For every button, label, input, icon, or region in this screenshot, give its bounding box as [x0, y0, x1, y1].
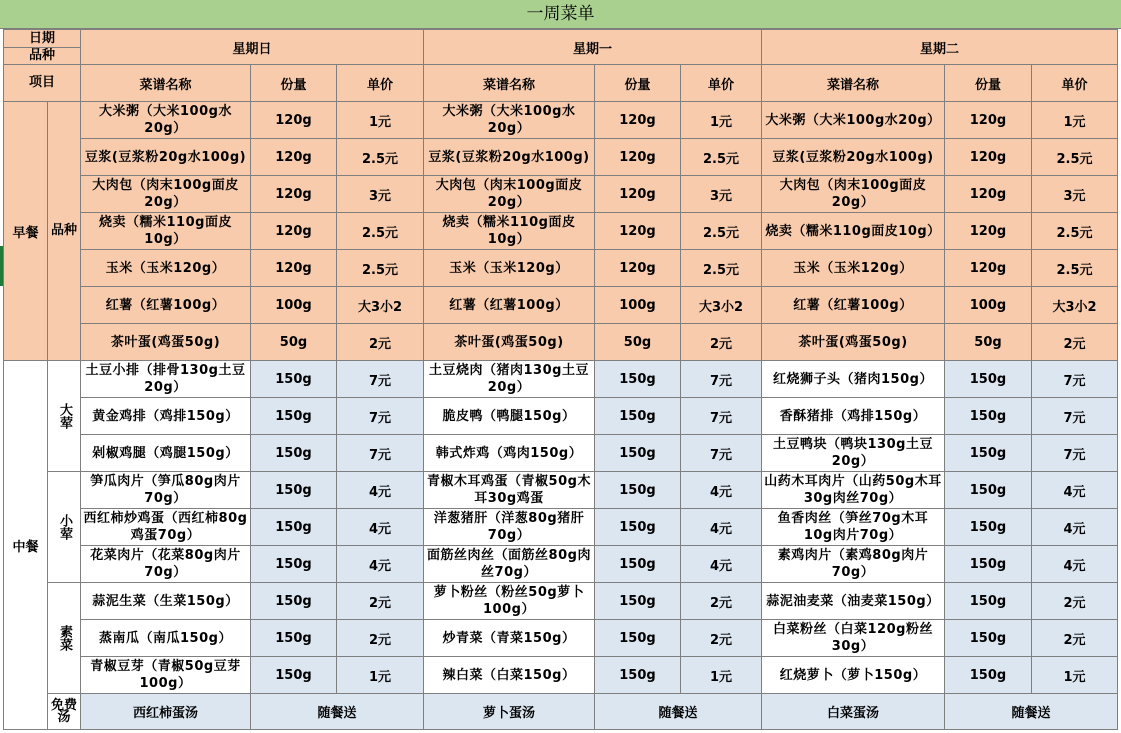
price: 2元	[681, 620, 762, 657]
day-header: 星期日	[81, 30, 424, 65]
portion: 150g	[595, 657, 681, 694]
table-row	[4, 546, 1118, 583]
dish-name-header: 菜谱名称	[424, 65, 595, 102]
day-header: 星期一	[424, 30, 762, 65]
portion: 150g	[945, 657, 1032, 694]
price: 7元	[681, 361, 762, 398]
price: 4元	[1032, 472, 1118, 509]
price: 2.5元	[337, 139, 424, 176]
dish-name: 烧卖（糯米110g面皮10g）	[762, 213, 945, 250]
dish-name: 玉米（玉米120g）	[762, 250, 945, 287]
portion: 50g	[945, 324, 1032, 361]
portion: 150g	[251, 435, 337, 472]
table-row	[4, 509, 1118, 546]
portion: 120g	[251, 213, 337, 250]
price-header: 单价	[337, 65, 424, 102]
price: 2.5元	[1032, 213, 1118, 250]
dish-name: 红薯（红薯100g）	[424, 287, 595, 324]
portion: 150g	[595, 546, 681, 583]
portion-header: 份量	[251, 65, 337, 102]
dish-name: 红薯（红薯100g）	[762, 287, 945, 324]
portion: 150g	[251, 472, 337, 509]
table-row	[4, 287, 1118, 324]
price: 1元	[681, 102, 762, 139]
dish-name: 香酥猪排（鸡排150g）	[762, 398, 945, 435]
dish-name: 洋葱猪肝（洋葱80g猪肝70g）	[424, 509, 595, 546]
price: 4元	[1032, 509, 1118, 546]
lunch-group-label: 小荤	[48, 472, 81, 583]
portion: 150g	[945, 509, 1032, 546]
table-row	[4, 583, 1118, 620]
dish-name: 黄金鸡排（鸡排150g）	[81, 398, 251, 435]
price: 7元	[337, 398, 424, 435]
price: 7元	[337, 361, 424, 398]
table-row	[4, 139, 1118, 176]
table-row	[4, 213, 1118, 250]
portion: 150g	[595, 398, 681, 435]
table-row	[4, 30, 1118, 48]
price: 4元	[337, 472, 424, 509]
dish-name: 韩式炸鸡（鸡肉150g）	[424, 435, 595, 472]
soup-name: 西红柿蛋汤	[81, 694, 251, 730]
dish-name: 大米粥（大米100g水20g）	[81, 102, 251, 139]
price: 2.5元	[681, 139, 762, 176]
price: 2.5元	[337, 250, 424, 287]
corner-item-label: 项目	[4, 65, 81, 102]
portion: 150g	[595, 583, 681, 620]
portion: 150g	[251, 361, 337, 398]
portion: 120g	[251, 176, 337, 213]
price: 大3小2	[681, 287, 762, 324]
portion: 120g	[595, 250, 681, 287]
portion-header: 份量	[595, 65, 681, 102]
price: 2元	[1032, 324, 1118, 361]
dish-name: 青椒木耳鸡蛋（青椒50g木耳30g鸡蛋	[424, 472, 595, 509]
portion: 150g	[595, 620, 681, 657]
price: 1元	[337, 657, 424, 694]
table-row	[4, 250, 1118, 287]
portion: 150g	[251, 509, 337, 546]
dish-name: 辣白菜（白菜150g）	[424, 657, 595, 694]
dish-name: 大肉包（肉末100g面皮20g）	[81, 176, 251, 213]
dish-name: 大米粥（大米100g水20g）	[762, 102, 945, 139]
price: 4元	[337, 546, 424, 583]
portion: 150g	[595, 361, 681, 398]
price-header: 单价	[681, 65, 762, 102]
dish-name-header: 菜谱名称	[762, 65, 945, 102]
breakfast-label: 早餐	[4, 102, 48, 361]
dish-name: 面筋丝肉丝（面筋丝80g肉丝70g）	[424, 546, 595, 583]
dish-name: 萝卜粉丝（粉丝50g萝卜100g）	[424, 583, 595, 620]
portion: 150g	[945, 398, 1032, 435]
price: 7元	[681, 435, 762, 472]
portion: 120g	[595, 102, 681, 139]
price: 2.5元	[1032, 139, 1118, 176]
price: 2元	[337, 620, 424, 657]
dish-name: 豆浆(豆浆粉20g水100g)	[762, 139, 945, 176]
portion: 150g	[251, 620, 337, 657]
soup-note: 随餐送	[595, 694, 762, 730]
price: 大3小2	[337, 287, 424, 324]
price: 1元	[1032, 657, 1118, 694]
soup-note: 随餐送	[251, 694, 424, 730]
dish-name: 玉米（玉米120g）	[81, 250, 251, 287]
price: 2元	[681, 583, 762, 620]
price: 4元	[681, 472, 762, 509]
dish-name: 土豆小排（排骨130g土豆20g）	[81, 361, 251, 398]
dish-name: 炒青菜（青菜150g）	[424, 620, 595, 657]
dish-name: 鱼香肉丝（笋丝70g木耳10g肉片70g）	[762, 509, 945, 546]
table-row	[4, 176, 1118, 213]
price: 1元	[337, 102, 424, 139]
table-row	[4, 620, 1118, 657]
dish-name: 笋瓜肉片（笋瓜80g肉片70g）	[81, 472, 251, 509]
dish-name: 豆浆(豆浆粉20g水100g)	[81, 139, 251, 176]
table-row	[4, 398, 1118, 435]
price: 2元	[1032, 620, 1118, 657]
menu-table	[3, 29, 1118, 730]
portion: 120g	[251, 250, 337, 287]
dish-name: 土豆鸭块（鸭块130g土豆20g）	[762, 435, 945, 472]
portion: 120g	[945, 139, 1032, 176]
price: 7元	[681, 398, 762, 435]
dish-name: 花菜肉片（花菜80g肉片70g）	[81, 546, 251, 583]
price: 7元	[1032, 398, 1118, 435]
dish-name: 玉米（玉米120g）	[424, 250, 595, 287]
dish-name: 蒜泥生菜（生菜150g）	[81, 583, 251, 620]
price: 2元	[681, 324, 762, 361]
portion: 120g	[595, 213, 681, 250]
price: 1元	[1032, 102, 1118, 139]
portion: 150g	[945, 546, 1032, 583]
portion: 150g	[945, 472, 1032, 509]
lunch-group-label: 素菜	[48, 583, 81, 694]
dish-name: 大米粥（大米100g水20g）	[424, 102, 595, 139]
breakfast-group-label: 品种	[48, 102, 81, 361]
menu-title: 一周菜单	[0, 0, 1121, 29]
dish-name: 红烧狮子头（猪肉150g）	[762, 361, 945, 398]
dish-name: 烧卖（糯米110g面皮10g）	[424, 213, 595, 250]
portion: 150g	[945, 583, 1032, 620]
table-row	[4, 361, 1118, 398]
portion: 150g	[945, 435, 1032, 472]
price: 4元	[681, 546, 762, 583]
portion: 120g	[945, 250, 1032, 287]
dish-name: 茶叶蛋(鸡蛋50g)	[81, 324, 251, 361]
dish-name: 红烧萝卜（萝卜150g）	[762, 657, 945, 694]
portion: 150g	[251, 657, 337, 694]
price: 2元	[337, 583, 424, 620]
dish-name: 脆皮鸭（鸭腿150g）	[424, 398, 595, 435]
portion: 100g	[251, 287, 337, 324]
dish-name: 剁椒鸡腿（鸡腿150g）	[81, 435, 251, 472]
portion: 150g	[251, 583, 337, 620]
lunch-group-label: 大荤	[48, 361, 81, 472]
price: 2.5元	[1032, 250, 1118, 287]
portion: 120g	[595, 176, 681, 213]
portion: 120g	[251, 139, 337, 176]
day-header: 星期二	[762, 30, 1118, 65]
dish-name: 蒸南瓜（南瓜150g）	[81, 620, 251, 657]
portion: 150g	[251, 546, 337, 583]
soup-note: 随餐送	[945, 694, 1118, 730]
soup-name: 白菜蛋汤	[762, 694, 945, 730]
portion: 120g	[945, 102, 1032, 139]
price: 2元	[337, 324, 424, 361]
portion: 50g	[595, 324, 681, 361]
price-header: 单价	[1032, 65, 1118, 102]
dish-name: 茶叶蛋(鸡蛋50g)	[762, 324, 945, 361]
dish-name: 蒜泥油麦菜（油麦菜150g）	[762, 583, 945, 620]
price: 3元	[1032, 176, 1118, 213]
price: 7元	[1032, 361, 1118, 398]
price: 2元	[1032, 583, 1118, 620]
table-row	[4, 694, 1118, 730]
dish-name: 青椒豆芽（青椒50g豆芽100g）	[81, 657, 251, 694]
portion: 150g	[595, 472, 681, 509]
corner-pinzhong-label: 品种	[4, 48, 81, 65]
portion: 120g	[251, 102, 337, 139]
dish-name: 红薯（红薯100g）	[81, 287, 251, 324]
portion: 50g	[251, 324, 337, 361]
portion: 100g	[595, 287, 681, 324]
price: 4元	[1032, 546, 1118, 583]
price: 2.5元	[681, 250, 762, 287]
portion-header: 份量	[945, 65, 1032, 102]
price: 7元	[1032, 435, 1118, 472]
price: 3元	[681, 176, 762, 213]
price: 2.5元	[337, 213, 424, 250]
table-row	[4, 65, 1118, 102]
table-row	[4, 657, 1118, 694]
dish-name-header: 菜谱名称	[81, 65, 251, 102]
dish-name: 茶叶蛋(鸡蛋50g)	[424, 324, 595, 361]
price: 7元	[337, 435, 424, 472]
portion: 120g	[945, 213, 1032, 250]
lunch-label: 中餐	[4, 361, 48, 730]
table-row	[4, 102, 1118, 139]
portion: 100g	[945, 287, 1032, 324]
soup-name: 萝卜蛋汤	[424, 694, 595, 730]
dish-name: 素鸡肉片（素鸡80g肉片70g）	[762, 546, 945, 583]
price: 3元	[337, 176, 424, 213]
dish-name: 大肉包（肉末100g面皮20g）	[424, 176, 595, 213]
dish-name: 白菜粉丝（白菜120g粉丝30g）	[762, 620, 945, 657]
portion: 120g	[945, 176, 1032, 213]
price: 4元	[681, 509, 762, 546]
soup-label: 免费汤	[48, 694, 81, 730]
corner-date-label: 日期	[4, 30, 81, 48]
portion: 150g	[945, 620, 1032, 657]
price: 1元	[681, 657, 762, 694]
dish-name: 烧卖（糯米110g面皮10g）	[81, 213, 251, 250]
dish-name: 西红柿炒鸡蛋（西红柿80g鸡蛋70g）	[81, 509, 251, 546]
table-row	[4, 472, 1118, 509]
dish-name: 土豆烧肉（猪肉130g土豆20g）	[424, 361, 595, 398]
price: 大3小2	[1032, 287, 1118, 324]
portion: 150g	[251, 398, 337, 435]
dish-name: 大肉包（肉末100g面皮20g）	[762, 176, 945, 213]
price: 4元	[337, 509, 424, 546]
dish-name: 豆浆(豆浆粉20g水100g)	[424, 139, 595, 176]
price: 2.5元	[681, 213, 762, 250]
table-row	[4, 435, 1118, 472]
portion: 150g	[945, 361, 1032, 398]
portion: 150g	[595, 509, 681, 546]
portion: 120g	[595, 139, 681, 176]
dish-name: 山药木耳肉片（山药50g木耳30g肉丝70g）	[762, 472, 945, 509]
portion: 150g	[595, 435, 681, 472]
table-row	[4, 324, 1118, 361]
